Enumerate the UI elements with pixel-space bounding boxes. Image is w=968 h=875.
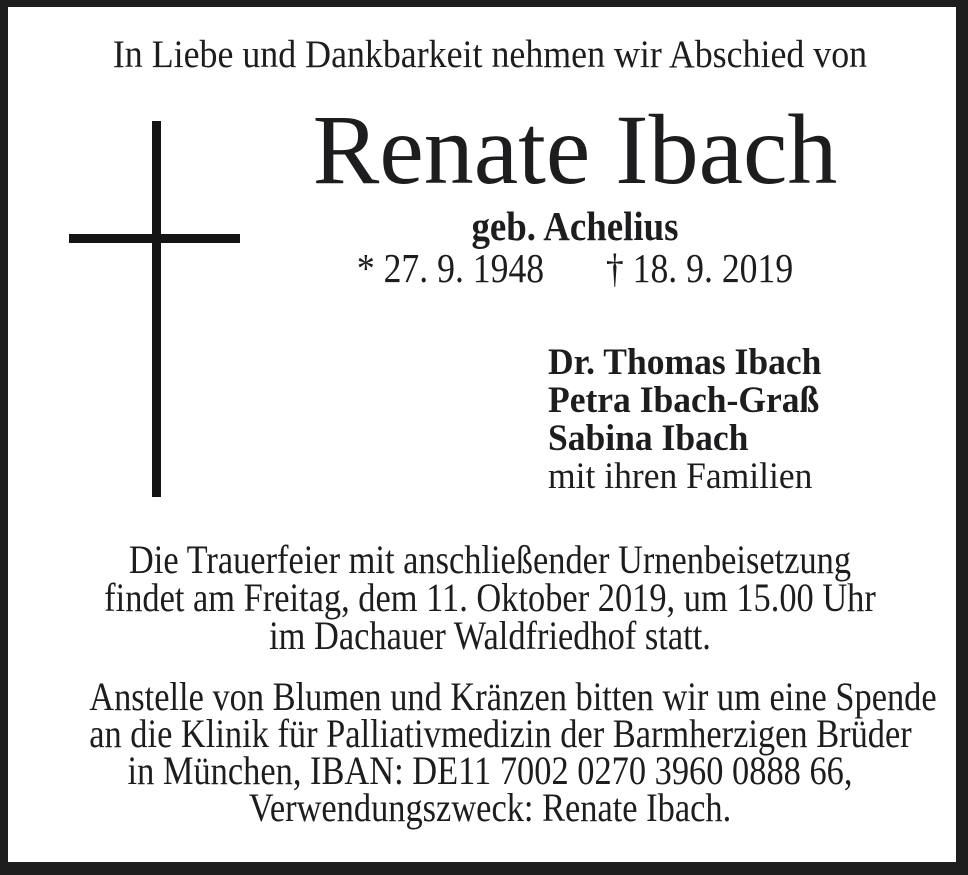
- mourners-suffix: mit ihren Familien: [548, 456, 813, 497]
- funeral-line: findet am Freitag, dem 11. Oktober 2019, um 15.00 Uhr: [104, 575, 876, 620]
- donation-line: Verwendungszweck: Renate Ibach.: [248, 785, 732, 830]
- deceased-name: Renate Ibach: [312, 94, 838, 205]
- donation-line: in München, IBAN: DE11 7002 0270 3960 0888 66,: [127, 748, 853, 793]
- intro-line: In Liebe und Dankbarkeit nehmen wir Abschied von: [112, 33, 868, 76]
- cross-vertical-bar: [152, 121, 161, 497]
- mourner-name: Petra Ibach-Graß: [548, 380, 820, 421]
- mourner-name: Dr. Thomas Ibach: [548, 342, 822, 383]
- donation-line: Anstelle von Blumen und Kränzen bitten wir um eine Spende: [89, 674, 937, 719]
- death-date: † 18. 9. 2019: [605, 245, 794, 291]
- donation-info: [89, 674, 937, 830]
- donation-line: an die Klinik für Palliativmedizin der Barmherzigen Brüder: [89, 711, 912, 756]
- life-dates: [244, 245, 907, 291]
- mourners-list: [548, 344, 821, 496]
- cross-horizontal-bar: [69, 234, 240, 243]
- funeral-info: [89, 537, 891, 658]
- birth-date: * 27. 9. 1948: [356, 245, 545, 291]
- maiden-name: geb. Achelius: [471, 203, 679, 249]
- funeral-line: im Dachauer Waldfriedhof statt.: [269, 613, 711, 658]
- obituary-card: [8, 7, 956, 862]
- mourner-name: Sabina Ibach: [548, 418, 749, 459]
- funeral-line: Die Trauerfeier mit anschließender Urnenbeisetzung: [128, 537, 852, 582]
